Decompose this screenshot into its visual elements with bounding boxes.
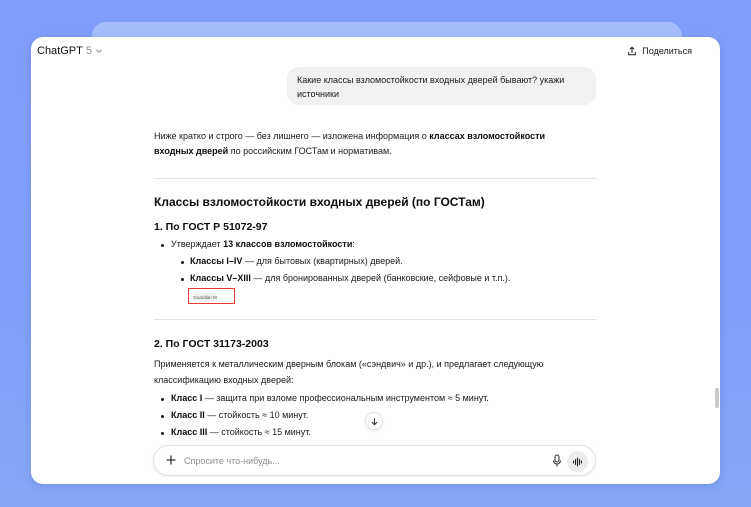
divider xyxy=(154,178,597,179)
divider xyxy=(154,319,597,320)
intro-text-1: Ниже кратко и строго — без лишнего — изложена информация о xyxy=(154,131,430,141)
chevron-down-icon xyxy=(95,47,103,55)
sub2-text: — для бронированных дверей (банковские, сейфовые и т.п.). xyxy=(250,273,511,283)
model-version: 5 xyxy=(85,45,92,57)
item-bold: Класс III xyxy=(171,427,208,437)
model-selector-button[interactable] xyxy=(37,45,103,57)
plus-icon[interactable] xyxy=(165,454,177,466)
gost1-approves xyxy=(171,239,355,249)
voice-mode-icon xyxy=(572,457,583,467)
gost2-intro-line1: Применяется к металлическим дверным блокам («сэндвич» и др.), и предлагает следующую xyxy=(154,359,544,369)
share-icon xyxy=(627,46,637,56)
top-bar xyxy=(31,37,720,65)
intro-bold-2: входных дверей xyxy=(154,146,229,156)
arrow-down-icon xyxy=(370,417,379,426)
gost2-item xyxy=(171,427,311,437)
bullet xyxy=(161,432,164,435)
sub1-bold: Классы I–IV xyxy=(190,256,243,266)
intro-bold-1: классах взломостойкости xyxy=(429,131,546,141)
sub2-bold: Классы V–XIII xyxy=(190,273,251,283)
bullet xyxy=(161,244,164,247)
approves-suffix: : xyxy=(352,239,355,249)
composer xyxy=(153,445,596,476)
gost1-title: 1. По ГОСТ Р 51072-97 xyxy=(154,221,268,233)
item-bold: Класс I xyxy=(171,393,203,403)
user-message-bubble: Какие классы взломостойкости входных дверей бывают? укажи источники xyxy=(287,67,596,105)
gost2-item xyxy=(171,410,308,420)
item-bold: Класс II xyxy=(171,410,205,420)
bullet xyxy=(181,278,184,281)
prompt-input[interactable] xyxy=(184,453,514,469)
scrollbar-thumb[interactable] xyxy=(715,388,719,408)
item-text: — защита при взломе профессиональным инструментом ≈ 5 минут. xyxy=(202,393,489,403)
item-text: — стойкость ≈ 15 минут. xyxy=(207,427,311,437)
voice-mode-button[interactable] xyxy=(567,451,588,472)
model-name: ChatGPT xyxy=(37,45,83,57)
sub1-text: — для бытовых (квартирных) дверей. xyxy=(242,256,403,266)
intro-text-2: по российским ГОСТам и нормативам. xyxy=(228,146,392,156)
bullet xyxy=(181,261,184,264)
scroll-down-button[interactable] xyxy=(365,412,383,430)
section-title: Классы взломостойкости входных дверей (по ГОСТам) xyxy=(154,195,485,209)
citation-chip[interactable]: Guardian M xyxy=(193,295,217,300)
assistant-intro xyxy=(154,129,597,159)
gost2-title: 2. По ГОСТ 31173-2003 xyxy=(154,338,269,350)
gost2-item xyxy=(171,393,489,403)
bullet xyxy=(161,398,164,401)
intro-paragraph xyxy=(154,129,597,159)
gost2-intro-line2: классификацию входных дверей: xyxy=(154,375,294,385)
gost1-sub1 xyxy=(190,256,403,266)
chat-window xyxy=(31,37,720,484)
gost1-sub2 xyxy=(190,273,510,283)
share-label: Поделиться xyxy=(642,46,692,56)
item-text: — стойкость ≈ 10 минут. xyxy=(204,410,309,420)
share-button[interactable] xyxy=(627,46,692,56)
approves-prefix: Утверждает xyxy=(171,239,224,249)
bullet xyxy=(161,415,164,418)
microphone-icon[interactable] xyxy=(552,454,562,468)
approves-bold: 13 классов взломостойкости xyxy=(223,239,353,249)
